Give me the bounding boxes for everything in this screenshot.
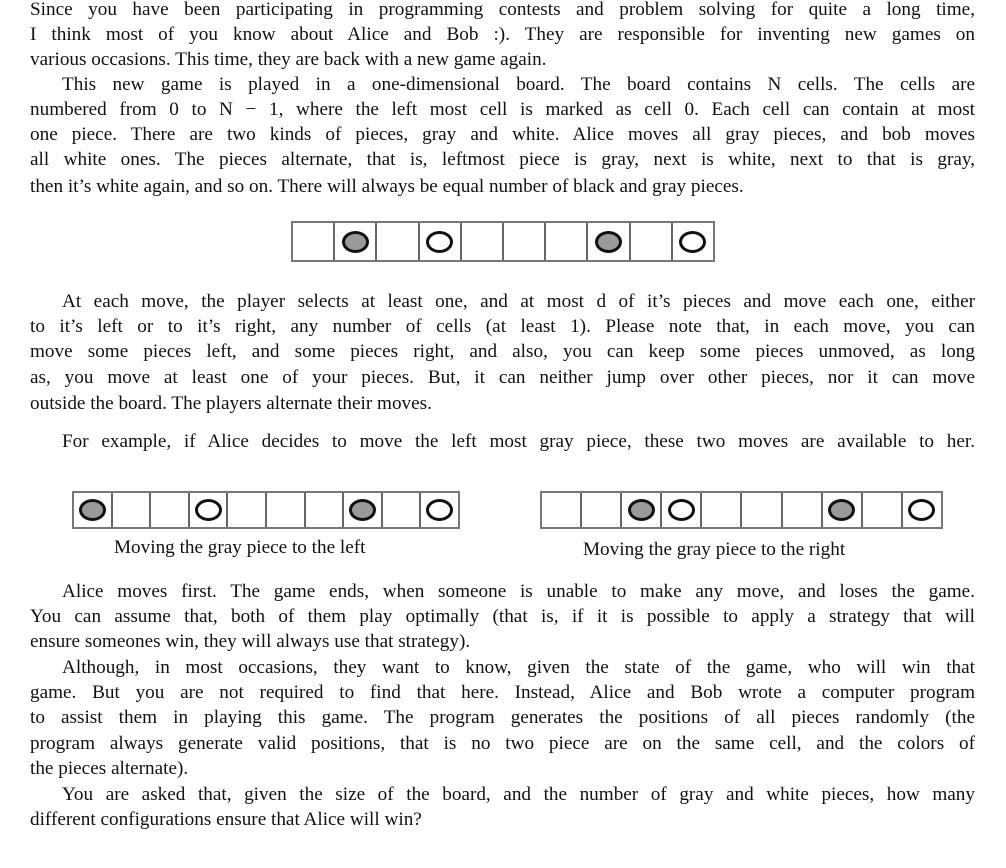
board-cell <box>582 493 622 527</box>
gray-piece-icon <box>349 499 376 521</box>
gray-piece-icon <box>595 231 622 253</box>
board-cell <box>622 493 662 527</box>
text-line: ensure someones win, they will always use that strategy). <box>30 631 471 652</box>
text-line: You are asked that, given the size of the board, and the number of gray and white pieces, how many <box>62 784 975 805</box>
caption-right: Moving the gray piece to the right <box>583 539 846 560</box>
board-cell <box>462 223 504 260</box>
board-cell <box>190 493 229 527</box>
text-line: as, you move at least one of your pieces. But, it can neither jump over other pieces, nor it can move <box>30 367 975 388</box>
board-cell <box>293 223 335 260</box>
board-cell <box>542 493 582 527</box>
board-initial <box>291 221 715 262</box>
board-cell <box>673 223 713 260</box>
text-line: For example, if Alice decides to move the left most gray piece, these two moves are available to her. <box>62 431 975 452</box>
text-line: to assist them in playing this game. The program generates the positions of all pieces randomly (the <box>30 707 975 728</box>
text-line: Although, in most occasions, they want to know, given the state of the game, who will win that <box>62 657 975 678</box>
board-cell <box>344 493 383 527</box>
board-cell <box>113 493 152 527</box>
text-line: outside the board. The players alternate their moves. <box>30 393 432 414</box>
text-line: to it’s left or to it’s right, any number of cells (at least 1). Please note that, in each move, you can <box>30 316 975 337</box>
text-line: This new game is played in a one-dimensional board. The board contains N cells. The cells are <box>62 74 975 95</box>
board-cell <box>267 493 306 527</box>
board-cell <box>151 493 190 527</box>
text-line: game. But you are not required to find that here. Instead, Alice and Bob wrote a computer program <box>30 682 975 703</box>
board-cell <box>702 493 742 527</box>
board-cell <box>421 493 458 527</box>
board-cell <box>74 493 113 527</box>
gray-piece-icon <box>342 231 369 253</box>
text-line: Alice moves first. The game ends, when someone is unable to make any move, and loses the game. <box>62 581 975 602</box>
board-cell <box>335 223 377 260</box>
board-right-move <box>540 491 943 529</box>
white-piece-icon <box>195 499 222 521</box>
text-line: one piece. There are two kinds of pieces, gray and white. Alice moves all gray pieces, and bob moves <box>30 124 975 145</box>
white-piece-icon <box>668 499 695 521</box>
text-line: various occasions. This time, they are back with a new game again. <box>30 49 547 70</box>
text-line: numbered from 0 to N − 1, where the left most cell is marked as cell 0. Each cell can contain at most <box>30 99 975 120</box>
board-cell <box>546 223 588 260</box>
board-cell <box>420 223 462 260</box>
gray-piece-icon <box>828 499 855 521</box>
text-line: all white ones. The pieces alternate, that is, leftmost piece is gray, next is white, next to that is gray, <box>30 149 975 170</box>
white-piece-icon <box>908 499 935 521</box>
board-cell <box>504 223 546 260</box>
board-cell <box>662 493 702 527</box>
text-line: At each move, the player selects at least one, and at most d of it’s pieces and move each one, either <box>62 291 975 312</box>
board-cell <box>823 493 863 527</box>
board-cell <box>383 493 422 527</box>
text-line: program always generate valid positions, that is no two piece are on the same cell, and the colors of <box>30 733 975 754</box>
board-cell <box>863 493 903 527</box>
board-left-move <box>72 491 460 529</box>
text-line: the pieces alternate). <box>30 758 189 779</box>
board-cell <box>588 223 630 260</box>
board-cell <box>783 493 823 527</box>
white-piece-icon <box>426 499 453 521</box>
gray-piece-icon <box>79 499 106 521</box>
board-cell <box>228 493 267 527</box>
caption-left: Moving the gray piece to the left <box>114 537 366 558</box>
gray-piece-icon <box>628 499 655 521</box>
text-line: Since you have been participating in programming contests and problem solving for quite a long time, <box>30 0 975 20</box>
board-cell <box>631 223 673 260</box>
text-line: You can assume that, both of them play optimally (that is, if it is possible to apply a strategy that will <box>30 606 975 627</box>
board-cell <box>306 493 345 527</box>
board-cell <box>377 223 419 260</box>
white-piece-icon <box>679 231 706 253</box>
text-line: I think most of you know about Alice and Bob :). They are responsible for inventing new games on <box>30 24 975 45</box>
text-line: different configurations ensure that Alice will win? <box>30 809 422 830</box>
text-line: then it’s white again, and so on. There will always be equal number of black and gray pieces. <box>30 176 744 197</box>
white-piece-icon <box>426 231 453 253</box>
board-cell <box>903 493 941 527</box>
board-cell <box>742 493 782 527</box>
text-line: move some pieces left, and some pieces right, and also, you can keep some pieces unmoved, as long <box>30 341 975 362</box>
